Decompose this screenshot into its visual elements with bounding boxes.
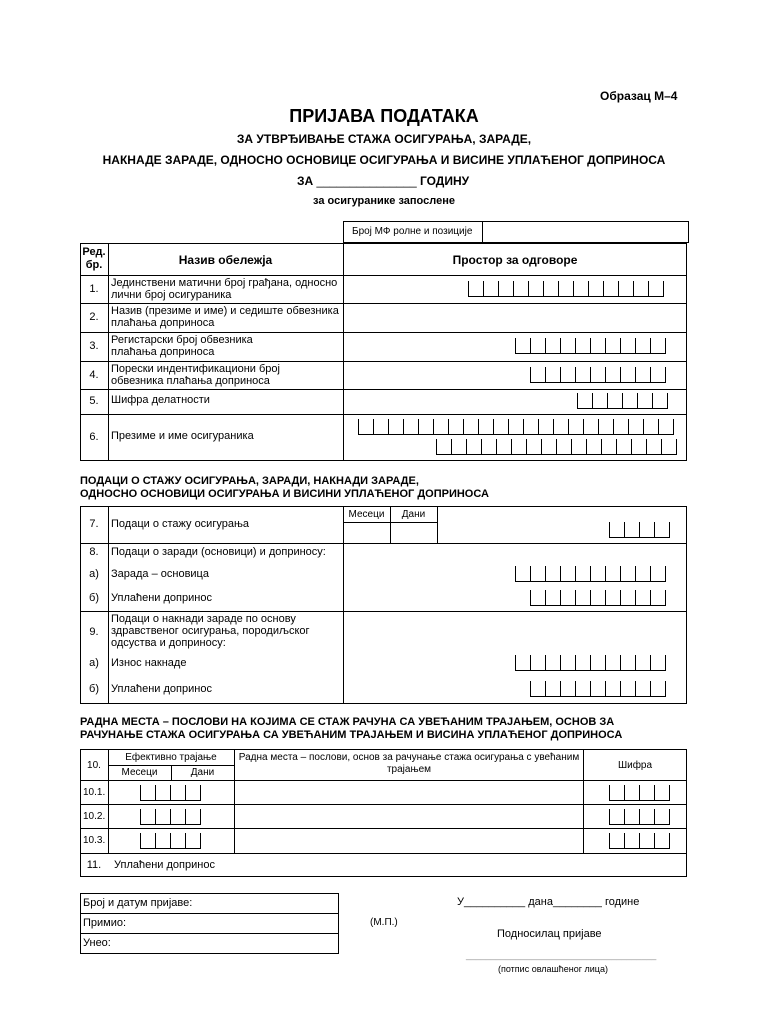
subtitle-3: за осигуранике запослене [313, 195, 455, 207]
row-5-label: Шифра делатности [111, 394, 210, 406]
code-header: Шифра [617, 760, 653, 771]
r8a-label: Зарада – основица [111, 568, 209, 580]
row-3-label: Регистарски број обвезника плаћања доприноса [111, 334, 253, 358]
col-no-header: Ред. бр. [82, 246, 106, 271]
row-10-3-code-cells[interactable] [609, 833, 670, 849]
row-10-1-code-cells[interactable] [609, 785, 670, 801]
r7-label: Подаци о стажу осигурања [111, 518, 250, 530]
r10-days: Дани [190, 767, 215, 778]
r9a-label: Износ накнаде [111, 657, 187, 669]
r9-no: 9. [89, 626, 99, 638]
place-date-line[interactable]: У__________ дана________ године [457, 896, 640, 908]
year-blank[interactable]: _______________ [316, 174, 417, 188]
section3-heading-2: РАЧУНАЊЕ СТАЖА ОСИГУРАЊА СА УВЕЋАНИМ ТРАЈАЊЕМ И ВИСИНА УПЛАЋЕНОГ ДОПРИНОСА [80, 729, 623, 741]
r8a-cells[interactable] [515, 566, 666, 582]
submitter-label: Подносилац пријаве [497, 928, 602, 940]
r9-label: Подаци о накнади зараде по основу здравственог осигурања, породиљског одсуства и доприносу: [111, 613, 310, 649]
r9b-cells[interactable] [530, 681, 666, 697]
registration-label: Број и датум пријаве: [83, 897, 193, 909]
year-line [297, 174, 469, 188]
r7-months: Месеци [348, 509, 385, 520]
row-10-1-duration-cells[interactable] [140, 785, 201, 801]
row-10-3-duration-cells[interactable] [140, 833, 201, 849]
page-title: ПРИЈАВА ПОДАТАКА [289, 106, 479, 126]
row-4-label: Порески индентификациони број обвезника плаћања доприноса [111, 363, 280, 387]
surname-cells-1[interactable] [358, 419, 674, 435]
r8-label: Подаци о заради (основици) и доприносу: [111, 546, 326, 558]
r8a-no: а) [89, 568, 99, 580]
col-name-header: Назив обележја [178, 253, 273, 267]
signature-note: (потпис овлашћеног лица) [498, 964, 608, 974]
signature-line[interactable]: ______________________________________ [466, 950, 657, 960]
row-3-no: 3. [89, 340, 99, 352]
section3-heading-1: РАДНА МЕСТА – ПОСЛОВИ НА КОЈИМА СЕ СТАЖ РАЧУНА СА УВЕЋАНИМ ТРАЈАЊЕМ, ОСНОВ ЗА [80, 716, 615, 728]
jmbg-cells[interactable] [468, 281, 664, 297]
effective-duration: Ефективно трајање [125, 752, 217, 763]
row-1-label: Јединствени матични број грађана, односно лични број осигураника [111, 277, 338, 301]
r8b-label: Уплаћени допринос [111, 592, 212, 604]
mf-label: Број МФ ролне и позиције [352, 226, 473, 237]
row-2-no: 2. [89, 311, 99, 323]
reg-no-cells[interactable] [515, 338, 666, 354]
received-label: Примио: [83, 917, 127, 929]
r11-label: Уплаћени допринос [114, 859, 215, 871]
positions-header: Радна места – послови, основ за рачунање стажа осигурања с увећаним трајањем [238, 752, 580, 775]
entered-label: Унео: [83, 937, 111, 949]
r8b-cells[interactable] [530, 590, 666, 606]
r10-months: Месеци [121, 767, 158, 778]
r10-no: 10. [87, 760, 101, 771]
r7-days: Дани [401, 509, 426, 520]
subtitle-2: НАКНАДЕ ЗАРАДЕ, ОДНОСНО ОСНОВИЦЕ ОСИГУРАЊА И ВИСИНЕ УПЛАЋЕНОГ ДОПРИНОСА [102, 153, 666, 167]
r9a-no: а) [89, 657, 99, 669]
year-prefix: ЗА [297, 174, 314, 188]
r8b-no: б) [89, 592, 99, 604]
section2-heading-2: ОДНОСНО ОСНОВИЦИ ОСИГУРАЊА И ВИСИНИ УПЛАЋЕНОГ ДОПРИНОСА [80, 488, 489, 500]
r7-no: 7. [89, 518, 99, 530]
surname-cells-2[interactable] [436, 439, 677, 455]
row-10-2-no: 10.2. [83, 811, 106, 822]
r7-cells[interactable] [609, 522, 670, 538]
r9a-cells[interactable] [515, 655, 666, 671]
r9b-no: б) [89, 683, 99, 695]
row-4-no: 4. [89, 369, 99, 381]
row-1-no: 1. [89, 283, 99, 295]
row-10-1-no: 10.1. [83, 787, 106, 798]
col-space-header: Простор за одговоре [452, 253, 578, 267]
r8-no: 8. [89, 546, 99, 558]
activity-code-cells[interactable] [577, 393, 668, 409]
row-6-no: 6. [89, 431, 99, 443]
row-10-2-duration-cells[interactable] [140, 809, 201, 825]
row-6-label: Презиме и име осигураника [111, 430, 254, 442]
row-10-2-code-cells[interactable] [609, 809, 670, 825]
row-5-no: 5. [89, 395, 99, 407]
form-label: Образац М–4 [600, 89, 678, 103]
r9b-label: Уплаћени допринос [111, 683, 212, 695]
section2-heading-1: ПОДАЦИ О СТАЖУ ОСИГУРАЊА, ЗАРАДИ, НАКНАДИ ЗАРАДЕ, [80, 475, 419, 487]
row-10-3-no: 10.3. [83, 835, 106, 846]
r11-no: 11. [86, 859, 102, 871]
stamp-label: (М.П.) [370, 917, 398, 928]
year-suffix: ГОДИНУ [419, 174, 470, 188]
row-2-label: Назив (презиме и име) и седиште обвезника плаћања доприноса [111, 305, 339, 329]
subtitle-1: ЗА УТВРЂИВАЊЕ СТАЖА ОСИГУРАЊА, ЗАРАДЕ, [236, 132, 532, 146]
pib-cells[interactable] [530, 367, 666, 383]
